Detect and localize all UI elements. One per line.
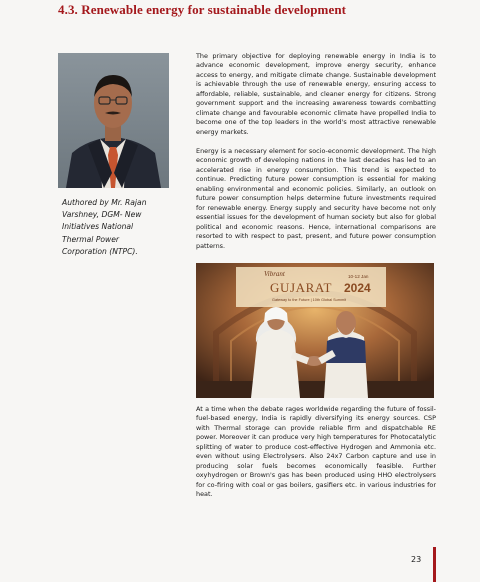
author-credit: Authored by Mr. Rajan Varshney, DGM- New Initiatives National Thermal Power Corporation (NTPC).: [62, 198, 147, 256]
body-paragraph-2: Energy is a necessary element for socio-economic development. The high economic growth of developing nations in the last decades has led to an accelerated rise in energy consumption. This trend is expected to continue. Predicting future power consumption is essential for making enabling environmental and economic policies. Similarly, an outlook on future power consumption helps determine future investments required for renewable energy. Energy supply and security have become not only essential issues for the development of human society but also for global political and economic reasons. Hence, international comparisons are resorted to with respect to past, present, and future power consumption patterns.: [196, 147, 436, 250]
event-photo-image: [196, 263, 434, 398]
author-portrait: [58, 53, 169, 188]
author-portrait-image: [58, 53, 169, 188]
event-photo: [196, 263, 434, 398]
page-number-accent-bar: [433, 547, 436, 582]
banner-year-text: 2024: [344, 281, 371, 295]
banner-title-text: GUJARAT: [270, 280, 332, 295]
banner-dates-text: 10-12 Jan: [348, 274, 369, 279]
body-paragraph-3: At a time when the debate rages worldwide regarding the future of fossil-fuel-based energy, India is rapidly diversifying its energy sources. CSP with Thermal storage can provide reliable firm and dispatchable RE power. Moreover it can produce very high temperatures for Photocatalytic splitting of water to produce cost-effective Hydrogen and Ammonia etc. even without using Electrolysers. Also 24x7 Carbon capture and use in producing solar fuels becomes economically feasible. Further oxyhydrogen or Brown's gas has been produced using HHO electrolysers for co-firing with coal or gas boilers, gasifiers etc. in various industries for heat.: [196, 405, 436, 499]
banner-brand-text: Vibrant: [264, 270, 285, 278]
banner-tagline-text: Gateway to the Future | 10th Global Summit: [272, 298, 347, 302]
section-heading: 4.3. Renewable energy for sustainable development: [58, 2, 347, 17]
page-number: 23: [411, 555, 422, 564]
body-paragraph-1: The primary objective for deploying renewable energy in India is to advance economic development, improve energy security, enhance access to energy, and mitigate climate change. Sustainable development is achievable through the use of renewable energy, ensuring access to affordable, reliable, sustainable, and cleaner energy for citizens. Strong government support and the increasing awareness towards combatting climate change and favourable economic climate have propelled India to become one of the top leaders in the world's most attractive renewable energy markets.: [196, 52, 436, 136]
